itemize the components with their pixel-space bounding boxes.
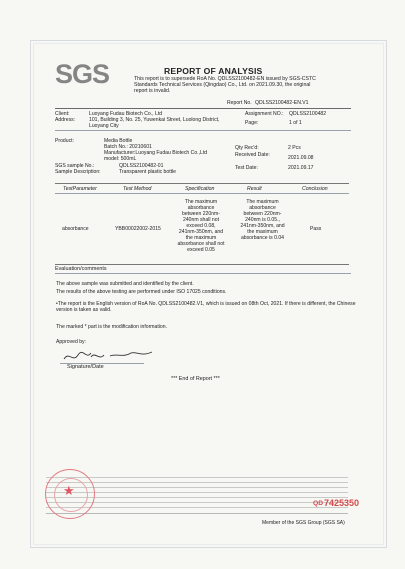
received-date-value: 2021.09.08 xyxy=(288,155,314,161)
specification-line: 241nm-350nm, and xyxy=(178,229,224,235)
result-line: 241nm-350nm, and xyxy=(240,223,285,229)
assignment-label: Assignment NO.: xyxy=(245,111,284,117)
sgs-logo-text: SGS xyxy=(55,59,110,89)
table-header-conclusion: Conclusion xyxy=(302,186,328,192)
seal-star-icon: ★ xyxy=(63,483,75,498)
manufacturer-value: Manufacturer:Luoyang Fudau Biotech Co.,Ltd xyxy=(104,150,208,156)
stamp-code: QD xyxy=(313,500,324,507)
table-header-method: Test Method xyxy=(123,186,152,192)
english-version-note: •The report is the English version of RoA No. QDLSS2100482.V1, which is issued on 08th Oct, 2021. If there is different, the Chinese version is taken as valid. xyxy=(56,301,356,314)
report-no-label: Report No. xyxy=(227,100,252,106)
result-line: the maximum xyxy=(247,229,278,235)
evaluation-divider xyxy=(55,273,351,274)
specification-line: 240nm shall not xyxy=(183,217,219,223)
fine-print-line xyxy=(46,513,348,514)
fine-print-line xyxy=(46,507,348,508)
row-method: YBB00022002-2015 xyxy=(115,226,161,232)
specification-line: The maximum xyxy=(184,199,218,205)
address-label: Address: xyxy=(55,117,76,123)
page-value: 1 of 1 xyxy=(289,120,302,126)
approved-by-label: Approved by: xyxy=(56,339,87,345)
specification-line: the maximum xyxy=(185,235,217,241)
row-conclusion: Pass xyxy=(310,226,322,232)
specification-line: exceed 0.08, xyxy=(186,223,216,229)
supersede-note: This report is to supersede RoA No. QDLSS2100482-EN issued by SGS-CSTC Standards Technical Services (Qingdao) Co., Ltd. on 2021.09.30, the original report is invalid. xyxy=(134,76,316,95)
marked-part-note: The marked * part is the modification information. xyxy=(56,324,167,330)
evaluation-line-1: The above sample was submitted and identified by the client. xyxy=(56,281,194,287)
sample-no-value: QDLSS2100482-01 xyxy=(119,163,164,169)
model-value: model: 500mL xyxy=(104,156,137,162)
address-value: 101, Building 3, No. 25, Yuwenkai Street, Luolong District, Luoyang City xyxy=(89,117,220,129)
sample-no-label: SGS sample No.: xyxy=(55,163,95,169)
client-label: Client: xyxy=(55,111,70,117)
header-divider xyxy=(55,108,351,109)
evaluation-heading: Evaluation/comments xyxy=(55,266,107,272)
result-line: 240nm is 0.05., xyxy=(245,217,280,223)
stamp-number: 7425350 xyxy=(324,498,360,508)
result-line: The maximum xyxy=(246,199,279,205)
sgs-logo xyxy=(55,59,118,89)
signature-line xyxy=(60,363,144,364)
specification-line: absorbance shall not xyxy=(177,241,225,247)
received-date-label: Received Date: xyxy=(235,152,270,158)
client-value: Luoyang Fudau Biotech Co., Ltd xyxy=(89,111,163,117)
evaluation-line-2: The results of the above testing are performed under ISO 17025 conditions. xyxy=(56,289,227,295)
test-date-label: Test Date: xyxy=(235,165,258,171)
test-date-value: 2021.09.17 xyxy=(288,165,314,171)
specification-line: exceed 0.05 xyxy=(187,247,215,253)
specification-line: absorbance xyxy=(187,205,215,211)
result-line: absorbance is 0.04 xyxy=(240,235,285,241)
red-company-seal xyxy=(45,469,95,519)
member-text: Member of the SGS Group (SGS SA) xyxy=(262,520,345,526)
row-result xyxy=(232,199,293,241)
qty-label: Qty Rec'd: xyxy=(235,145,259,151)
result-line: absorbance xyxy=(249,205,276,211)
product-value: Media Bottle xyxy=(104,138,133,144)
specification-line: between 220nm- xyxy=(182,211,220,217)
assignment-value: QDLSS2100482 xyxy=(289,111,327,117)
end-of-report: *** End of Report *** xyxy=(171,376,220,382)
report-no-value: QDLSS2100482-EN.V1 xyxy=(255,100,309,106)
sample-description-label: Sample Description: xyxy=(55,169,101,175)
result-line: between 220nm- xyxy=(243,211,282,217)
qty-value: 2 Pcs xyxy=(288,145,301,151)
row-specification xyxy=(171,199,231,253)
signature-caption: Signature/Date xyxy=(67,364,104,370)
page-label: Page: xyxy=(245,120,259,126)
table-header-specification: Specification xyxy=(185,186,215,192)
table-header-parameter: TestParameter xyxy=(63,186,97,192)
fine-print-line xyxy=(46,477,348,478)
row-parameter: absorbance xyxy=(62,226,89,232)
sample-description-value: Transparent plastic bottle xyxy=(119,169,177,175)
client-divider xyxy=(55,130,351,131)
batch-value: Batch No.: 20210601 xyxy=(104,144,152,150)
table-header-result: Result xyxy=(247,186,262,192)
table-header-divider xyxy=(55,193,349,194)
product-label: Product: xyxy=(55,138,74,144)
report-title: REPORT OF ANALYSIS xyxy=(164,66,263,76)
